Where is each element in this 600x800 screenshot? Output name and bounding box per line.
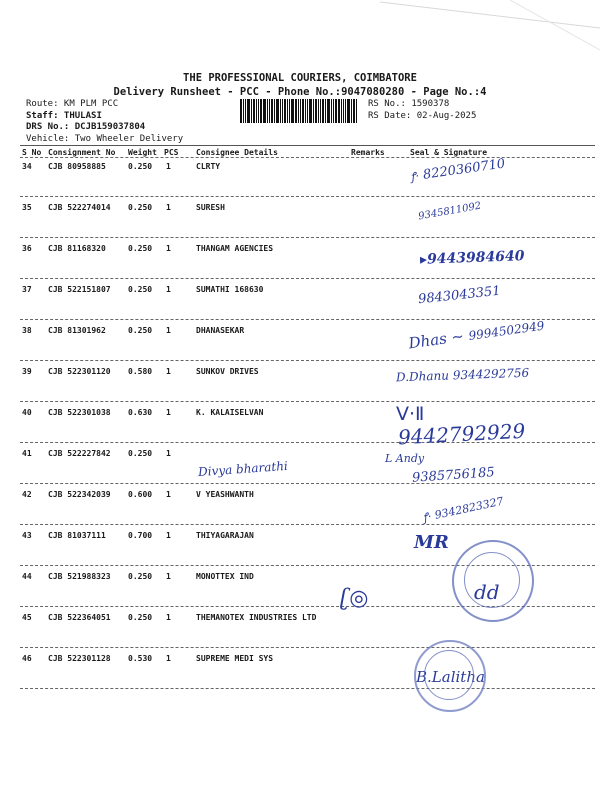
row-consignment-no: CJB 522301038 [48,408,111,417]
drs-line: DRS No.: DCJB159037804 [26,122,146,132]
barcode-bar [258,99,259,123]
row-pcs: 1 [166,449,171,458]
row-weight: 0.630 [128,408,153,417]
rs-number: RS No.: 1590378 [368,99,450,109]
row-divider [20,237,595,238]
row-pcs: 1 [166,285,171,294]
barcode-bar [287,99,288,123]
row-pcs: 1 [166,613,171,622]
barcode-bar [256,99,257,123]
row-consignment-no: CJB 522301128 [48,654,111,663]
row-pcs: 1 [166,203,171,212]
col-seal-signature: Seal & Signature [410,148,488,157]
barcode-bar [276,99,279,123]
row-consignment-no: CJB 522364051 [48,613,111,622]
row-pcs: 1 [166,326,171,335]
barcode-bar [333,99,334,123]
barcode-bar [251,99,252,123]
col-consignee: Consignee Details [196,148,278,157]
signature-row-40-initial: V·Ⅱ [396,403,425,425]
barcode-bar [322,99,324,123]
barcode-bar [315,99,317,123]
row-consignee: THANGAM AGENCIES [196,244,274,253]
col-weight: Weight [128,148,157,157]
signature-row-43-initials: MR [414,532,449,553]
row-sno: 46 [22,654,32,663]
barcode-bar [291,99,294,123]
row-divider [20,483,595,484]
signature-row-41: 9385756185 [411,465,496,486]
barcode-bar [240,99,242,123]
col-consignment: Consignment No [48,148,116,157]
signature-row-41-name: Divya bharathi [197,458,289,480]
row-consignee: CLRTY [196,162,221,171]
row-weight: 0.250 [128,203,153,212]
row-sno: 40 [22,408,32,417]
row-sno: 36 [22,244,32,253]
row-sno: 34 [22,162,32,171]
row-divider [20,278,595,279]
row-pcs: 1 [166,490,171,499]
row-divider [20,688,595,689]
runsheet-info-right [368,99,476,122]
staff-line: Staff: THULASI [26,110,102,121]
barcode-bar [351,99,352,123]
row-divider [20,196,595,197]
row-consignee: V YEASHWANTH [196,490,254,499]
row-pcs: 1 [166,572,171,581]
barcode-bar [335,99,337,123]
barcode-bar [247,99,250,123]
row-weight: 0.530 [128,654,153,663]
row-sno: 38 [22,326,32,335]
barcode-bar [253,99,255,123]
barcode-bar [284,99,286,123]
row-consignment-no: CJB 81037111 [48,531,106,540]
signature-row-46: B.Lalitha [416,668,485,686]
row-weight: 0.250 [128,244,153,253]
barcode-bar [320,99,321,123]
barcode-bar [260,99,262,123]
row-weight: 0.580 [128,367,153,376]
signature-row-40: 9442792929 [397,418,526,450]
barcode-bar [267,99,268,123]
col-pcs: PCS [164,148,179,157]
row-consignment-no: CJB 80958885 [48,162,106,171]
barcode-bar [245,99,246,123]
rs-date: RS Date: 02-Aug-2025 [368,110,477,121]
signature-row-42: ꝭ· 9342823327 [421,494,505,525]
row-consignee: THEMANOTEX INDUSTRIES LTD [196,613,317,622]
barcode-bar [298,99,299,123]
row-consignee: K. KALAISELVAN [196,408,264,417]
row-pcs: 1 [166,244,171,253]
barcode-bar [280,99,281,123]
row-weight: 0.250 [128,572,153,581]
barcode-bar [347,99,350,123]
barcode-bar [305,99,306,123]
barcode-bar [295,99,297,123]
row-weight: 0.250 [128,285,153,294]
barcode-bar [331,99,332,123]
page-fold-shadow [380,0,600,60]
row-weight: 0.250 [128,613,153,622]
stamp-inner-ring [424,650,474,700]
row-consignment-no: CJB 522301120 [48,367,111,376]
barcode [240,99,362,123]
vehicle-line: Vehicle: Two Wheeler Delivery [26,133,184,144]
company-stamp-supreme [414,640,486,712]
barcode-bar [309,99,312,123]
row-weight: 0.700 [128,531,153,540]
barcode-bar [307,99,308,123]
row-consignee: MONOTTEX IND [196,572,254,581]
signature-row-35: 9345811092 [417,200,483,223]
barcode-bar [325,99,326,123]
barcode-bar [313,99,314,123]
row-sno: 41 [22,449,32,458]
barcode-bar [289,99,290,123]
row-sno: 45 [22,613,32,622]
signature-row-45-mark: ʗ◎ [340,586,369,611]
row-weight: 0.250 [128,449,153,458]
row-weight: 0.250 [128,162,153,171]
row-sno: 44 [22,572,32,581]
row-pcs: 1 [166,162,171,171]
barcode-bar [343,99,344,123]
barcode-bar [274,99,275,123]
row-consignee: SUPREME MEDI SYS [196,654,274,663]
row-pcs: 1 [166,408,171,417]
row-consignment-no: CJB 522274014 [48,203,111,212]
barcode-bar [345,99,346,123]
row-consignee: DHANASEKAR [196,326,245,335]
barcode-bar [300,99,301,123]
row-sno: 39 [22,367,32,376]
row-divider [20,401,595,402]
row-pcs: 1 [166,531,171,540]
row-consignment-no: CJB 522227842 [48,449,111,458]
row-consignment-no: CJB 522342039 [48,490,111,499]
row-consignment-no: CJB 81301962 [48,326,106,335]
row-consignee: SURESH [196,203,225,212]
stamp-inner-ring [464,552,520,608]
signature-row-41-mark: L Andy [385,452,425,465]
row-sno: 43 [22,531,32,540]
header-rule-bottom [20,157,595,158]
barcode-bar [327,99,330,123]
row-sno: 35 [22,203,32,212]
barcode-bar [263,99,266,123]
row-divider [20,647,595,648]
barcode-bar [353,99,355,123]
row-weight: 0.600 [128,490,153,499]
row-pcs: 1 [166,654,171,663]
row-consignment-no: CJB 522151807 [48,285,111,294]
signature-row-39: D.Dhanu 9344292756 [395,365,530,385]
row-divider [20,360,595,361]
signature-row-37: 9843043351 [417,283,502,308]
runsheet-subtitle: Delivery Runsheet - PCC - Phone No.:9047080280 - Page No.:4 [113,86,487,98]
barcode-bar [271,99,273,123]
signature-row-38: Dhas ~ 9994502949 [407,318,546,353]
route-line: Route: KM PLM PCC [26,99,119,109]
company-title: THE PROFESSIONAL COURIERS, COIMBATORE [183,72,417,84]
barcode-bar [318,99,319,123]
row-pcs: 1 [166,367,171,376]
row-consignment-no: CJB 521988323 [48,572,111,581]
col-remarks: Remarks [351,148,385,157]
barcode-bar [243,99,244,123]
barcode-bar [302,99,304,123]
barcode-bar [269,99,270,123]
signature-row-34: ꝭ· 8220360710 [409,156,507,184]
company-stamp-monottex [452,540,534,622]
signature-row-44-mark: dd [474,580,500,604]
row-sno: 42 [22,490,32,499]
row-weight: 0.250 [128,326,153,335]
barcode-bar [341,99,342,123]
row-divider [20,524,595,525]
row-consignee: SUMATHI 168630 [196,285,264,294]
header-rule-top [20,145,595,146]
barcode-bar [338,99,340,123]
row-consignee: THIYAGARAJAN [196,531,254,540]
row-sno: 37 [22,285,32,294]
barcode-bar [282,99,283,123]
signature-row-36: ▸9443984640 [419,248,525,268]
row-consignee: SUNKOV DRIVES [196,367,259,376]
row-consignment-no: CJB 81168320 [48,244,106,253]
runsheet-info-left [26,99,183,145]
col-sno: S No [22,148,42,157]
barcode-bar [356,99,357,123]
